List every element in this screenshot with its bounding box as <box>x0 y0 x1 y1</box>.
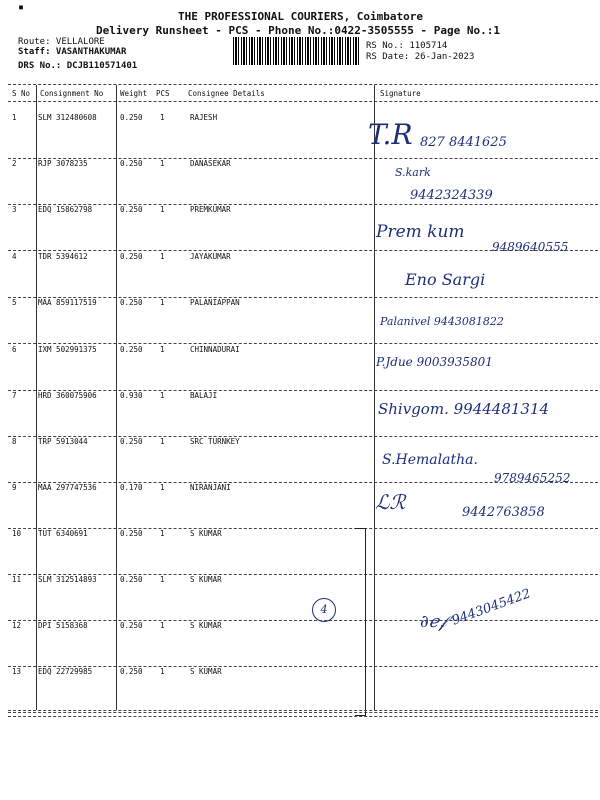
handwritten-note: Palanivel 9443081822 <box>380 315 504 328</box>
runsheet-subtitle: Delivery Runsheet - PCS - Phone No.:0422-3505555 - Page No.:1 <box>96 24 500 37</box>
signature-mark: ℒℛ <box>375 490 406 514</box>
row-divider <box>8 712 598 713</box>
row-divider <box>8 528 598 529</box>
rs-date: RS Date: 26-Jan-2023 <box>366 52 475 62</box>
header-divider-bottom <box>8 101 598 102</box>
company-title: THE PROFESSIONAL COURIERS, Coimbatore <box>178 10 424 23</box>
footer-divider <box>8 710 598 711</box>
row-consignment: SLM 312480608 <box>38 113 97 122</box>
row-weight: 0.250 <box>120 113 143 122</box>
handwritten-name: S.kark <box>395 166 431 179</box>
row-consignment: TRP 5913044 <box>38 437 88 446</box>
row-consignee: NIRANJANI <box>190 483 231 492</box>
row-pcs: 1 <box>160 113 165 122</box>
col-pcs: PCS <box>156 89 170 98</box>
row-consignee: S KUMAR <box>190 529 222 538</box>
col-consignee: Consignee Details <box>188 89 265 98</box>
row-pcs: 1 <box>160 205 165 214</box>
column-separator <box>374 85 375 710</box>
header-divider-top <box>8 84 598 85</box>
footer-divider <box>8 716 598 717</box>
row-divider <box>8 343 598 344</box>
drs-number: DRS No.: DCJB110571401 <box>18 61 138 71</box>
row-consignment: EDQ 15862798 <box>38 205 93 214</box>
row-pcs: 1 <box>160 345 165 354</box>
circled-count: 4 <box>312 598 336 622</box>
column-separator <box>36 85 37 710</box>
row-consignment: EDQ 22729985 <box>38 667 93 676</box>
row-pcs: 1 <box>160 667 165 676</box>
row-pcs: 1 <box>160 621 165 630</box>
row-weight: 0.930 <box>120 391 143 400</box>
row-divider <box>8 666 598 667</box>
row-consignee: PALANIAPPAN <box>190 298 240 307</box>
row-weight: 0.250 <box>120 575 143 584</box>
col-signature: Signature <box>380 89 421 98</box>
col-sno: S No <box>12 89 31 98</box>
row-consignee: JAYAKUMAR <box>190 252 231 261</box>
row-consignee: S KUMAR <box>190 575 222 584</box>
row-sno: 2 <box>12 159 17 168</box>
signature-mark: ∂ℯ𝒻 <box>420 612 447 632</box>
barcode <box>233 37 359 65</box>
row-weight: 0.250 <box>120 298 143 307</box>
row-weight: 0.250 <box>120 205 143 214</box>
row-consignee: DANASEKAR <box>190 159 231 168</box>
row-weight: 0.250 <box>120 667 143 676</box>
row-weight: 0.250 <box>120 621 143 630</box>
handwritten-name: S.Hemalatha. <box>382 452 478 468</box>
row-sno: 8 <box>12 437 17 446</box>
row-consignee: CHINNADURAI <box>190 345 240 354</box>
handwritten-name: Prem kum <box>376 222 465 242</box>
row-weight: 0.250 <box>120 437 143 446</box>
row-divider <box>8 436 598 437</box>
row-consignee: BALAJI <box>190 391 218 400</box>
row-weight: 0.250 <box>120 529 143 538</box>
row-sno: 6 <box>12 345 17 354</box>
row-divider <box>8 204 598 205</box>
row-pcs: 1 <box>160 391 165 400</box>
handwritten-phone: 9442763858 <box>462 505 545 520</box>
row-pcs: 1 <box>160 575 165 584</box>
row-pcs: 1 <box>160 529 165 538</box>
row-consignment: DPI 5158368 <box>38 621 88 630</box>
row-weight: 0.250 <box>120 252 143 261</box>
row-consignment: RJP 3078235 <box>38 159 88 168</box>
handwritten-phone: 9442324339 <box>410 188 493 203</box>
staff-label: Staff: VASANTHAKUMAR <box>18 47 127 57</box>
row-sno: 13 <box>12 667 22 676</box>
row-pcs: 1 <box>160 252 165 261</box>
row-weight: 0.170 <box>120 483 143 492</box>
row-consignment: MAA 297747536 <box>38 483 97 492</box>
row-sno: 3 <box>12 205 17 214</box>
handwritten-phone: 827 8441625 <box>420 135 507 150</box>
row-consignee: S KUMAR <box>190 621 222 630</box>
row-sno: 9 <box>12 483 17 492</box>
row-sno: 12 <box>12 621 22 630</box>
col-weight: Weight <box>120 89 148 98</box>
row-divider <box>8 620 598 621</box>
row-consignee: PREMKUMAR <box>190 205 231 214</box>
handwritten-note: P.Jdue 9003935801 <box>376 355 493 369</box>
handwritten-name: Eno Sargi <box>405 270 486 289</box>
row-consignment: TDR 5394612 <box>38 252 88 261</box>
row-pcs: 1 <box>160 483 165 492</box>
row-consignment: TUT 6340691 <box>38 529 88 538</box>
row-sno: 4 <box>12 252 17 261</box>
row-pcs: 1 <box>160 298 165 307</box>
row-sno: 7 <box>12 391 17 400</box>
corner-mark: ▪ <box>18 2 25 13</box>
handwritten-note: Shivgom. 9944481314 <box>378 400 550 418</box>
handwritten-phone: 9789465252 <box>494 471 571 485</box>
row-consignment: MAA 859117519 <box>38 298 97 307</box>
row-sno: 1 <box>12 113 17 122</box>
row-weight: 0.250 <box>120 345 143 354</box>
handwritten-phone: 9489640555 <box>492 240 569 254</box>
signature-mark: T.R <box>368 118 413 151</box>
row-pcs: 1 <box>160 437 165 446</box>
col-consignment: Consignment No <box>40 89 104 98</box>
column-separator <box>116 85 117 710</box>
row-divider <box>8 158 598 159</box>
row-consignment: HRD 360075906 <box>38 391 97 400</box>
row-consignee: SRC TURNKEY <box>190 437 240 446</box>
row-consignee: S KUMAR <box>190 667 222 676</box>
row-sno: 10 <box>12 529 22 538</box>
handwritten-phone: 9443045422 <box>449 586 533 629</box>
row-sno: 5 <box>12 298 17 307</box>
row-pcs: 1 <box>160 159 165 168</box>
rs-number: RS No.: 1105714 <box>366 41 448 51</box>
row-weight: 0.250 <box>120 159 143 168</box>
row-consignment: SLM 312514893 <box>38 575 97 584</box>
bracket-mark <box>355 528 366 716</box>
row-consignment: IXM 502991375 <box>38 345 97 354</box>
row-consignee: RAJESH <box>190 113 218 122</box>
row-sno: 11 <box>12 575 22 584</box>
route-label: Route: VELLALORE <box>18 37 105 47</box>
